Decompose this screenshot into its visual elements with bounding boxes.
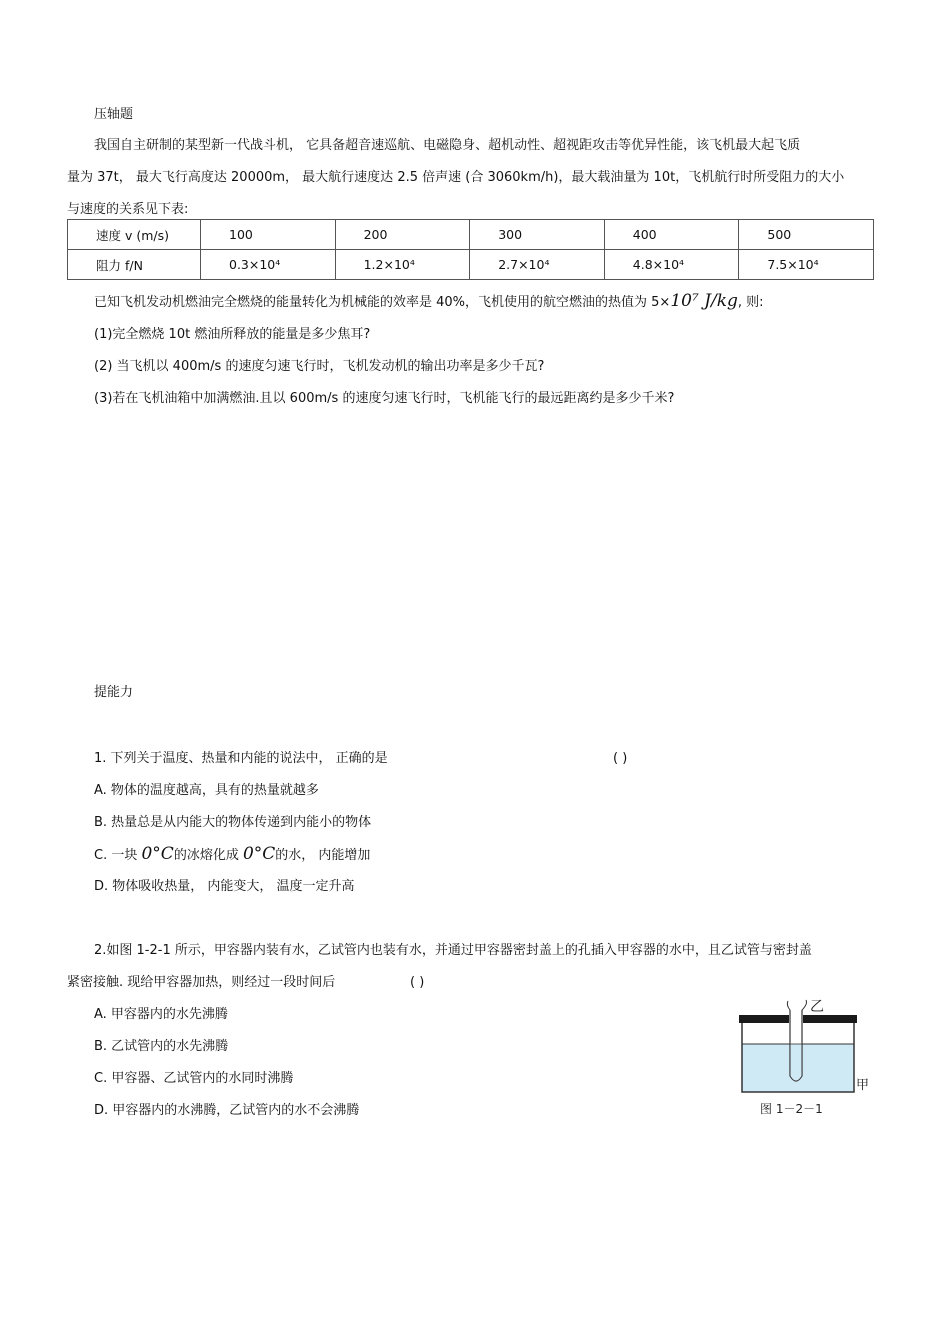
table-cell: 200 — [335, 220, 470, 250]
q1-option-d: D. 物体吸收热量， 内能变大， 温度一定升高 — [94, 879, 355, 894]
q1-option-c-part2: 的冰熔化成 — [173, 848, 243, 863]
table-cell: 500 — [739, 220, 874, 250]
question-3: (3)若在飞机油箱中加满燃油.且以 600m/s 的速度匀速飞行时，飞机能飞行的最远距离约是多少千米? — [94, 391, 675, 406]
q2-answer-bracket: ( ) — [410, 975, 425, 990]
intro-line-2: 量为 37t， 最大飞行高度达 20000m， 最大航行速度达 2.5 倍声速 (合 3060km/h)，最大载油量为 10t，飞机航行时所受阻力的大小 — [67, 170, 845, 185]
section-title-yazhouti: 压轴题 — [94, 107, 134, 122]
table-cell: 4.8×10⁴ — [604, 250, 739, 280]
given-text — [94, 291, 764, 313]
q2-stem-line-2: 紧密接触. 现给甲容器加热，则经过一段时间后 — [67, 975, 336, 990]
tube-rim-line — [787, 1001, 790, 1010]
q2-option-c: C. 甲容器、乙试管内的水同时沸腾 — [94, 1071, 294, 1086]
zero-celsius-math: 0°C — [242, 844, 276, 864]
q2-option-d: D. 甲容器内的水沸腾，乙试管内的水不会沸腾 — [94, 1103, 360, 1118]
table-cell: 0.3×10⁴ — [201, 250, 336, 280]
table-cell: 2.7×10⁴ — [470, 250, 605, 280]
q1-option-a: A. 物体的温度越高，具有的热量就越多 — [94, 783, 319, 798]
figure-caption: 图 1－2－1 — [760, 1102, 823, 1116]
table-cell: 1.2×10⁴ — [335, 250, 470, 280]
table-cell: 300 — [470, 220, 605, 250]
q1-answer-bracket: ( ) — [613, 751, 628, 766]
intro-line-1: 我国自主研制的某型新一代战斗机， 它具备超音速巡航、电磁隐身、超机动性、超视距攻击等优异性能，该飞机最大起飞质 — [94, 138, 801, 153]
q1-option-c-part3: 的水， 内能增加 — [275, 848, 371, 863]
q2-stem-line-1: 2.如图 1-2-1 所示，甲容器内装有水，乙试管内也装有水，并通过甲容器密封盖上的孔插入甲容器的水中，且乙试管与密封盖 — [94, 943, 812, 958]
table-cell: 100 — [201, 220, 336, 250]
q1-option-b: B. 热量总是从内能大的物体传递到内能小的物体 — [94, 815, 372, 830]
speed-resistance-table — [67, 219, 874, 280]
given-prefix: 已知飞机发动机燃油完全燃烧的能量转化为机械能的效率是 40%，飞机使用的航空燃油的热值为 5× — [94, 295, 671, 310]
figure-container-tube — [736, 996, 876, 1121]
q2-option-b: B. 乙试管内的水先沸腾 — [94, 1039, 229, 1054]
q1-option-c-part1: C. 一块 — [94, 848, 142, 863]
table-cell: 7.5×10⁴ — [739, 250, 874, 280]
table-cell: 阻力 f/N — [68, 250, 201, 280]
table-row — [68, 250, 874, 280]
question-1: (1)完全燃烧 10t 燃油所释放的能量是多少焦耳? — [94, 327, 371, 342]
heat-value-math: 10⁷ J/kg — [670, 291, 738, 311]
q1-option-c — [94, 844, 370, 866]
given-suffix: , 则: — [737, 295, 764, 310]
zero-celsius-math: 0°C — [141, 844, 174, 864]
q2-option-a: A. 甲容器内的水先沸腾 — [94, 1007, 228, 1022]
question-2: (2) 当飞机以 400m/s 的速度匀速飞行时，飞机发动机的输出功率是多少千瓦? — [94, 359, 545, 374]
tube-leader-line — [802, 1000, 807, 1010]
label-tube-yi: 乙 — [810, 999, 824, 1015]
intro-line-3: 与速度的关系见下表: — [67, 202, 189, 217]
label-container-jia: 甲 — [856, 1078, 870, 1093]
table-cell: 速度 v (m/s) — [68, 220, 201, 250]
table-row — [68, 220, 874, 250]
tube-water — [791, 1044, 802, 1081]
q1-stem: 1. 下列关于温度、热量和内能的说法中， 正确的是 — [94, 751, 388, 766]
table-cell: 400 — [604, 220, 739, 250]
section-title-tinengli: 提能力 — [94, 685, 134, 700]
